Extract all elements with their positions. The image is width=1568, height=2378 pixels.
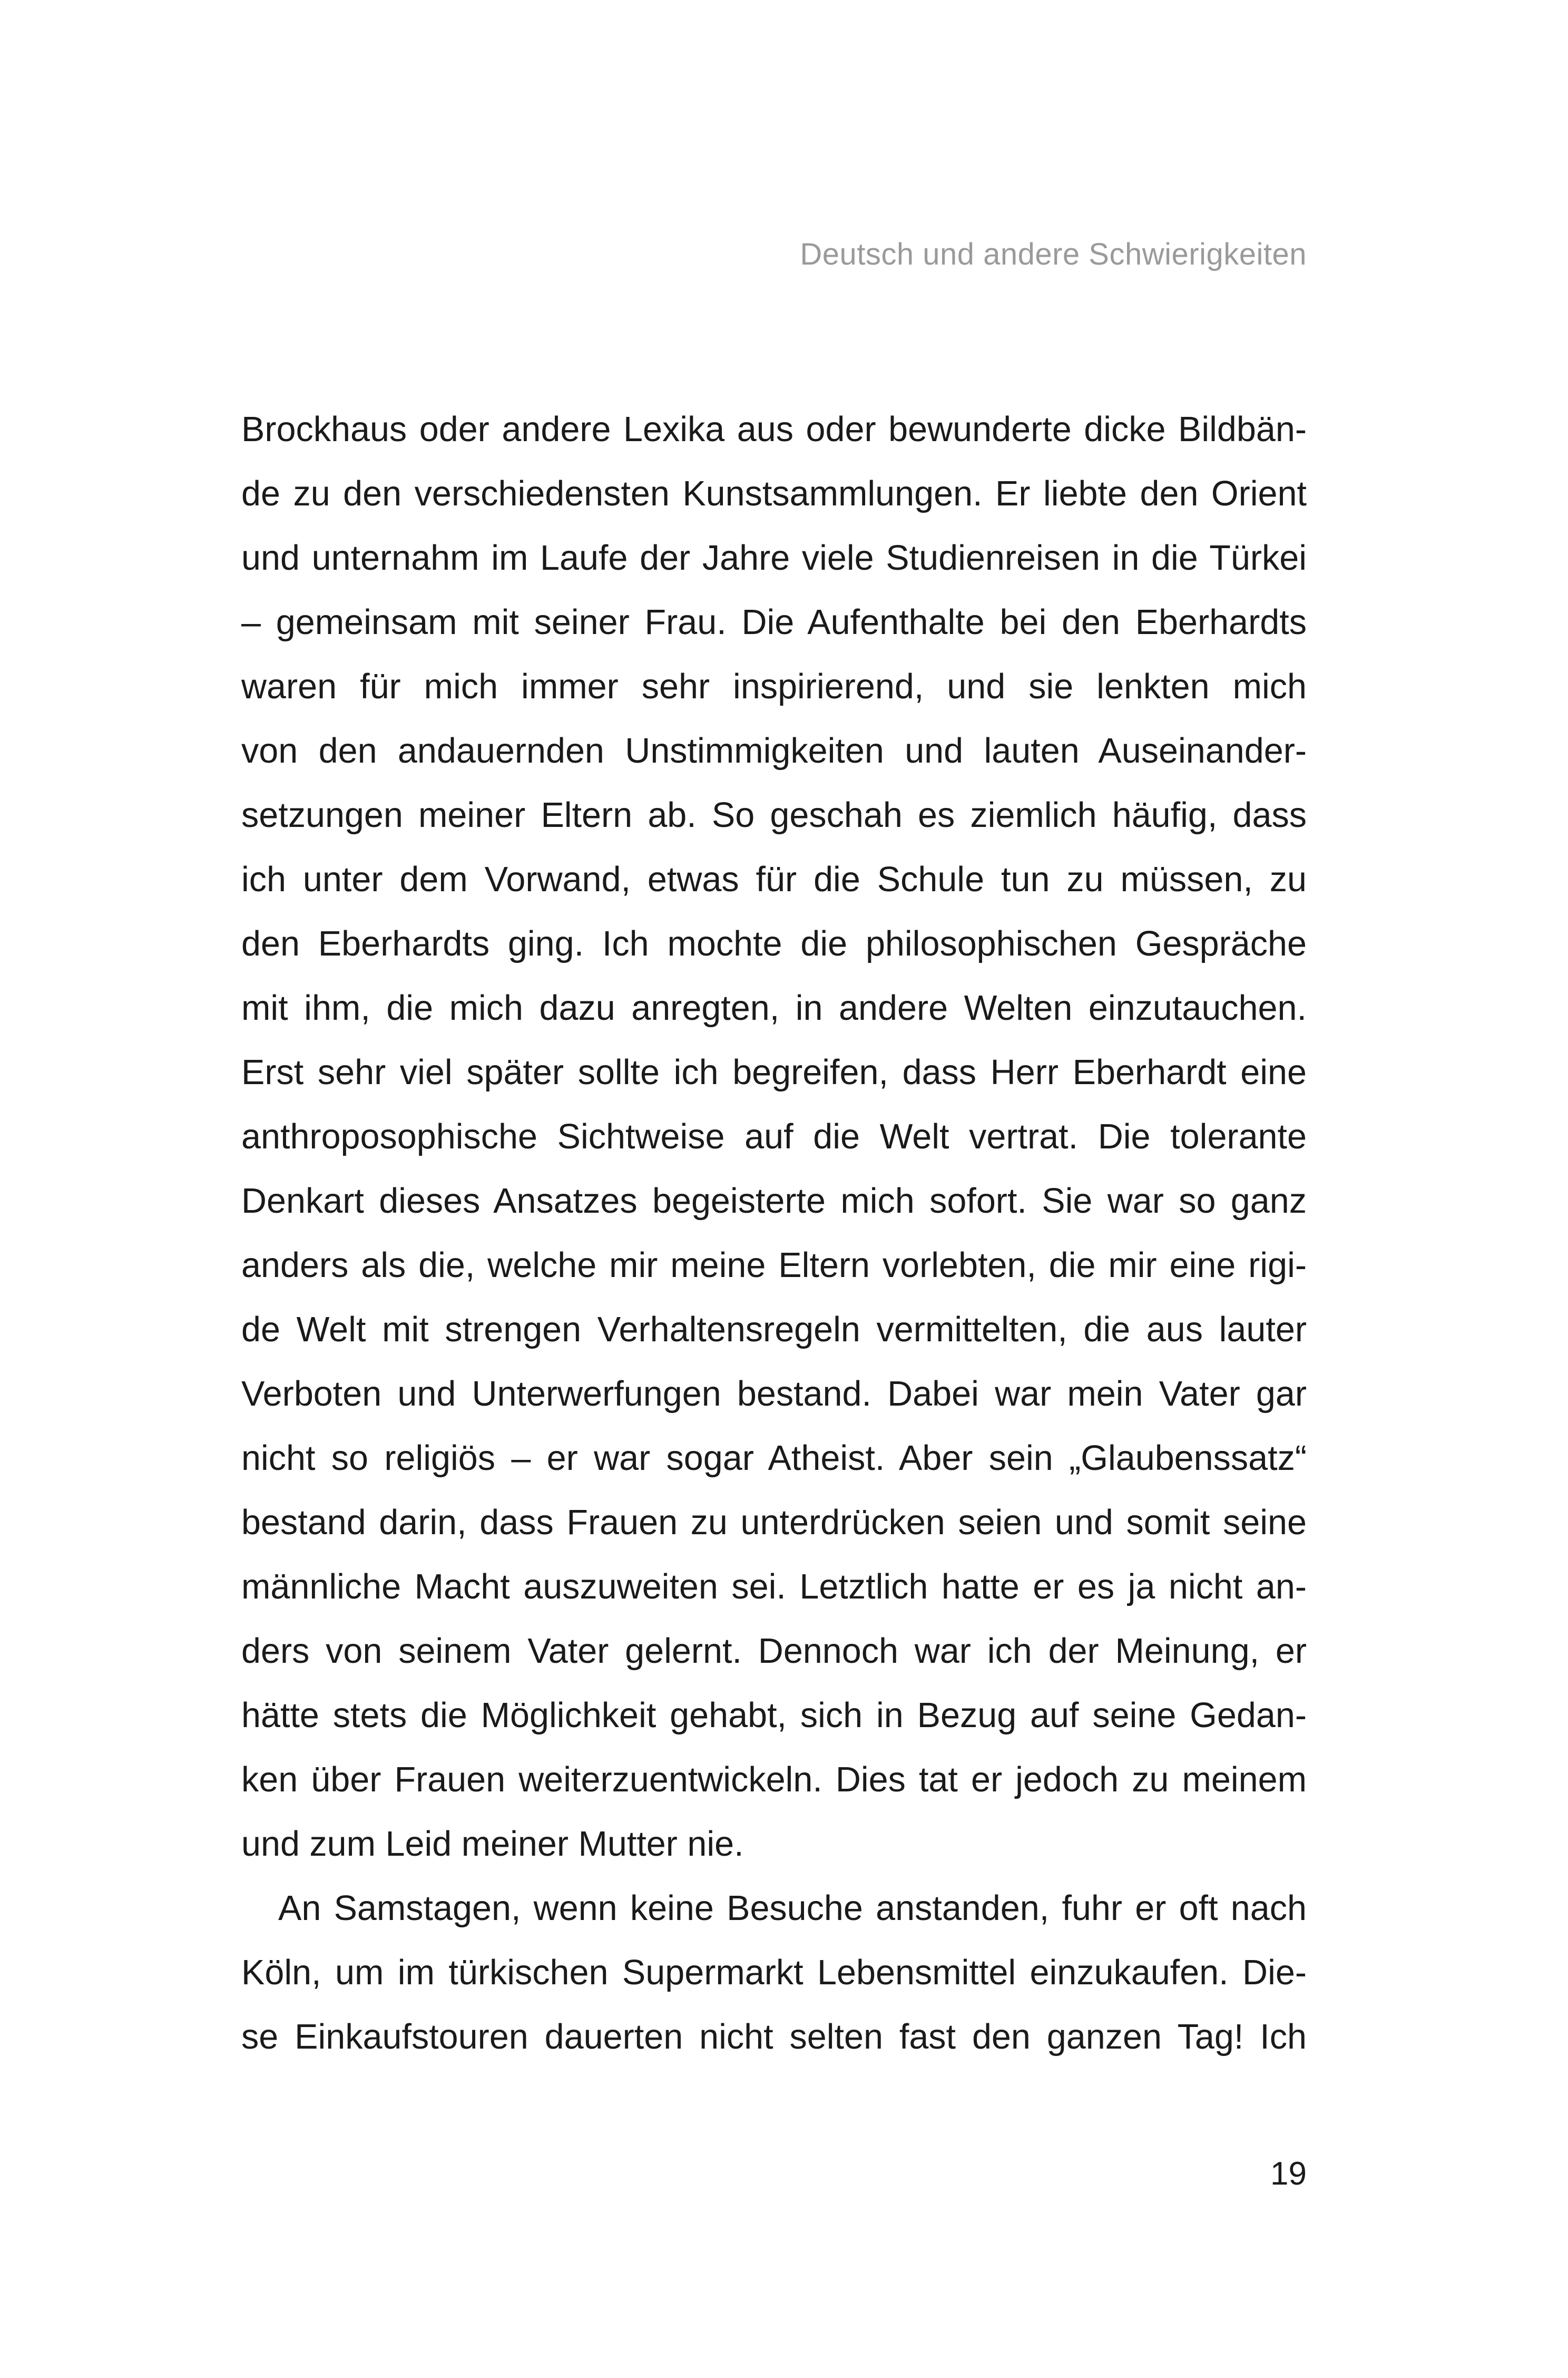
page-number: 19 bbox=[1270, 2156, 1307, 2192]
text-line: Köln, um im türkischen Supermarkt Lebensmittel einzukaufen. Die- bbox=[241, 1953, 1307, 1992]
text-line: setzungen meiner Eltern ab. So geschah es ziemlich häufig, dass bbox=[241, 796, 1307, 835]
paragraph-1 bbox=[241, 397, 1307, 1876]
text-line: de Welt mit strengen Verhaltensregeln vermittelten, die aus lauter bbox=[241, 1310, 1307, 1349]
text-line-indented: An Samstagen, wenn keine Besuche anstanden, fuhr er oft nach bbox=[278, 1889, 1307, 1928]
body-text bbox=[241, 397, 1307, 2069]
text-line: se Einkaufstouren dauerten nicht selten fast den ganzen Tag! Ich bbox=[241, 2018, 1307, 2057]
text-line: nicht so religiös – er war sogar Atheist. Aber sein „Glaubenssatz“ bbox=[241, 1439, 1307, 1478]
text-line: ders von seinem Vater gelernt. Dennoch war ich der Meinung, er bbox=[241, 1632, 1307, 1671]
text-line: ken über Frauen weiterzuentwickeln. Dies tat er jedoch zu meinem bbox=[241, 1760, 1307, 1799]
text-line: waren für mich immer sehr inspirierend, und sie lenkten mich bbox=[241, 667, 1307, 706]
text-line: Brockhaus oder andere Lexika aus oder bewunderte dicke Bildbän- bbox=[241, 410, 1307, 449]
running-header: Deutsch und andere Schwierigkeiten bbox=[800, 237, 1307, 271]
text-line: ich unter dem Vorwand, etwas für die Schule tun zu müssen, zu bbox=[241, 860, 1307, 899]
text-line: Erst sehr viel später sollte ich begreifen, dass Herr Eberhardt eine bbox=[241, 1053, 1307, 1092]
text-line: den Eberhardts ging. Ich mochte die philosophischen Gespräche bbox=[241, 924, 1307, 963]
text-line: hätte stets die Möglichkeit gehabt, sich in Bezug auf seine Gedan- bbox=[241, 1696, 1307, 1735]
text-line: anders als die, welche mir meine Eltern vorlebten, die mir eine rigi- bbox=[241, 1246, 1307, 1285]
text-line: von den andauernden Unstimmigkeiten und lauten Auseinander- bbox=[241, 732, 1307, 771]
paragraph-2 bbox=[241, 1876, 1307, 2069]
text-line-last: und zum Leid meiner Mutter nie. bbox=[241, 1825, 744, 1864]
text-line: mit ihm, die mich dazu anregten, in andere Welten einzutauchen. bbox=[241, 989, 1307, 1028]
text-line: – gemeinsam mit seiner Frau. Die Aufenthalte bei den Eberhardts bbox=[241, 603, 1307, 642]
text-line: anthroposophische Sichtweise auf die Welt vertrat. Die tolerante bbox=[241, 1117, 1307, 1156]
text-line: Verboten und Unterwerfungen bestand. Dabei war mein Vater gar bbox=[241, 1375, 1307, 1414]
text-line: männliche Macht auszuweiten sei. Letztlich hatte er es ja nicht an- bbox=[241, 1567, 1307, 1606]
text-line: Denkart dieses Ansatzes begeisterte mich sofort. Sie war so ganz bbox=[241, 1182, 1307, 1221]
text-line: und unternahm im Laufe der Jahre viele Studienreisen in die Türkei bbox=[241, 539, 1307, 578]
text-line: de zu den verschiedensten Kunstsammlungen. Er liebte den Orient bbox=[241, 474, 1307, 513]
text-line: bestand darin, dass Frauen zu unterdrücken seien und somit seine bbox=[241, 1503, 1307, 1542]
